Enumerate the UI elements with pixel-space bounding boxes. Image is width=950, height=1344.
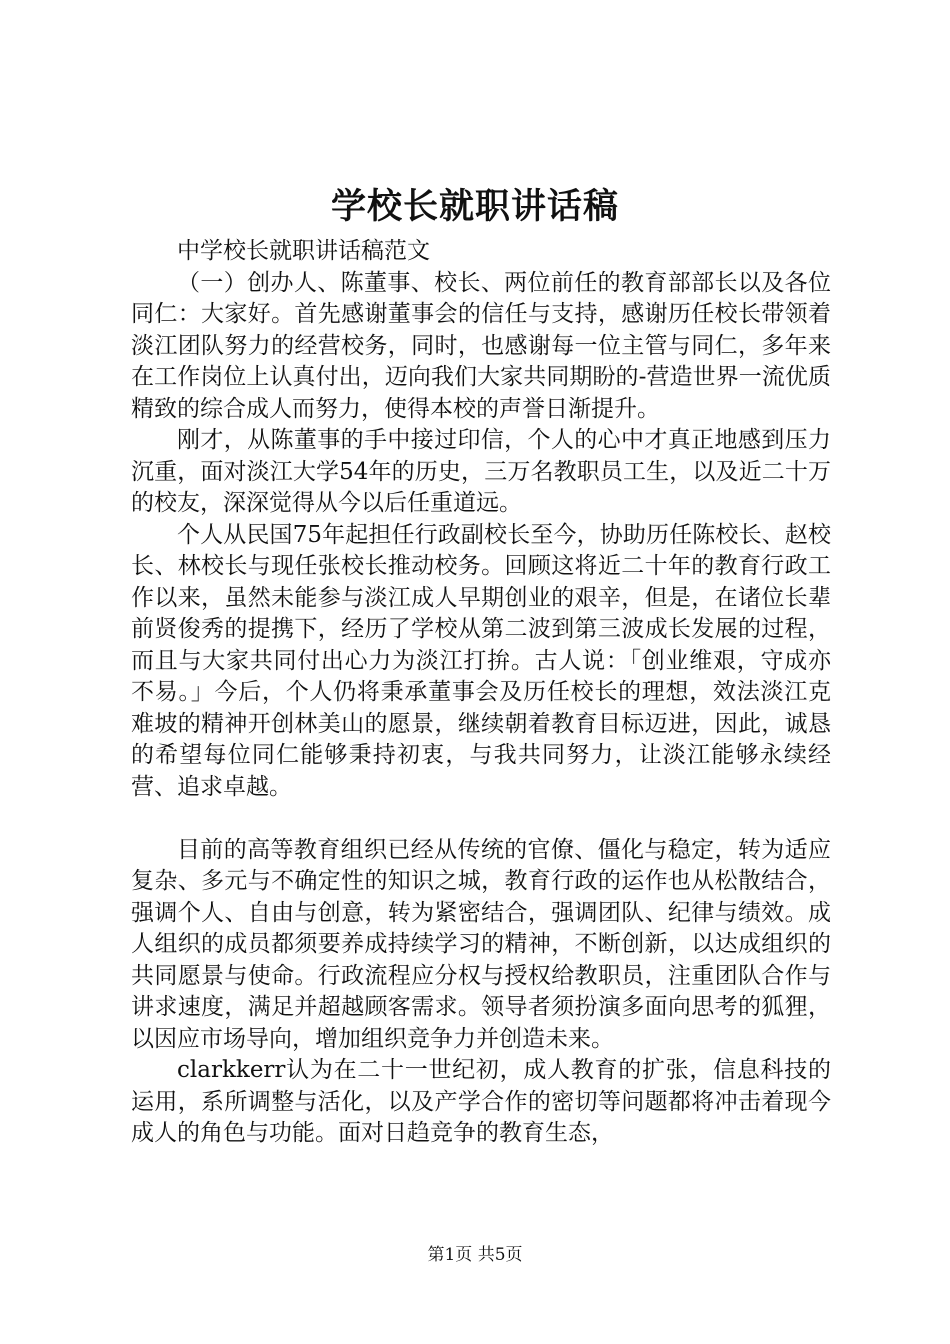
subtitle-paragraph: 中学校长就职讲话稿范文	[177, 238, 430, 264]
document-body	[131, 236, 831, 1150]
body-paragraph: 目前的高等教育组织已经从传统的官僚、僵化与稳定，转为适应复杂、多元与不确定性的知识之城，教育行政的运作也从松散结合，强调个人、自由与创意，转为紧密结合，强调团队、纪律与绩效。成人组织的成员都须要养成持续学习的精神，不断创新，以达成组织的共同愿景与使命。行政流程应分权与授权给教职员，注重团队合作与讲求速度，满足并超越顾客需求。领导者须扮演多面向思考的狐狸，以因应市场导向，增加组织竞争力并创造未来。	[131, 836, 831, 1052]
document-title: 学校长就职讲话稿	[330, 186, 619, 227]
body-paragraph: 个人从民国75年起担任行政副校长至今，协助历任陈校长、赵校长、林校长与现任张校长推动校务。回顾这将近二十年的教育行政工作以来，虽然未能参与淡江成人早期创业的艰辛，但是，在诸位长辈前贤俊秀的提携下，经历了学校从第二波到第三波成长发展的过程，而且与大家共同付出心力为淡江打拚。古人说：「创业维艰，守成亦不易。」今后，个人仍将秉承董事会及历任校长的理想，效法淡江克难坡的精神开创林美山的愿景，继续朝着教育目标迈进，因此，诚恳的希望每位同仁能够秉持初衷，与我共同努力，让淡江能够永续经营、追求卓越。	[131, 521, 831, 800]
body-paragraph: （一）创办人、陈董事、校长、两位前任的教育部部长以及各位同仁：大家好。首先感谢董事会的信任与支持，感谢历任校长带领着淡江团队努力的经营校务，同时，也感谢每一位主管与同仁，多年来在工作岗位上认真付出，迈向我们大家共同期盼的-营造世界一流优质精致的综合成人而努力，使得本校的声誉日渐提升。	[131, 269, 831, 422]
body-paragraph: 刚才，从陈董事的手中接过印信，个人的心中才真正地感到压力沉重，面对淡江大学54年的历史，三万名教职员工生，以及近二十万的校友，深深觉得从今以后任重道远。	[131, 427, 831, 516]
page-footer: 第1页 共5页	[427, 1245, 523, 1265]
body-paragraph: clarkkerr认为在二十一世纪初，成人教育的扩张，信息科技的运用，系所调整与活化，以及产学合作的密切等问题都将冲击着现今成人的角色与功能。面对日趋竞争的教育生态，	[131, 1057, 831, 1146]
